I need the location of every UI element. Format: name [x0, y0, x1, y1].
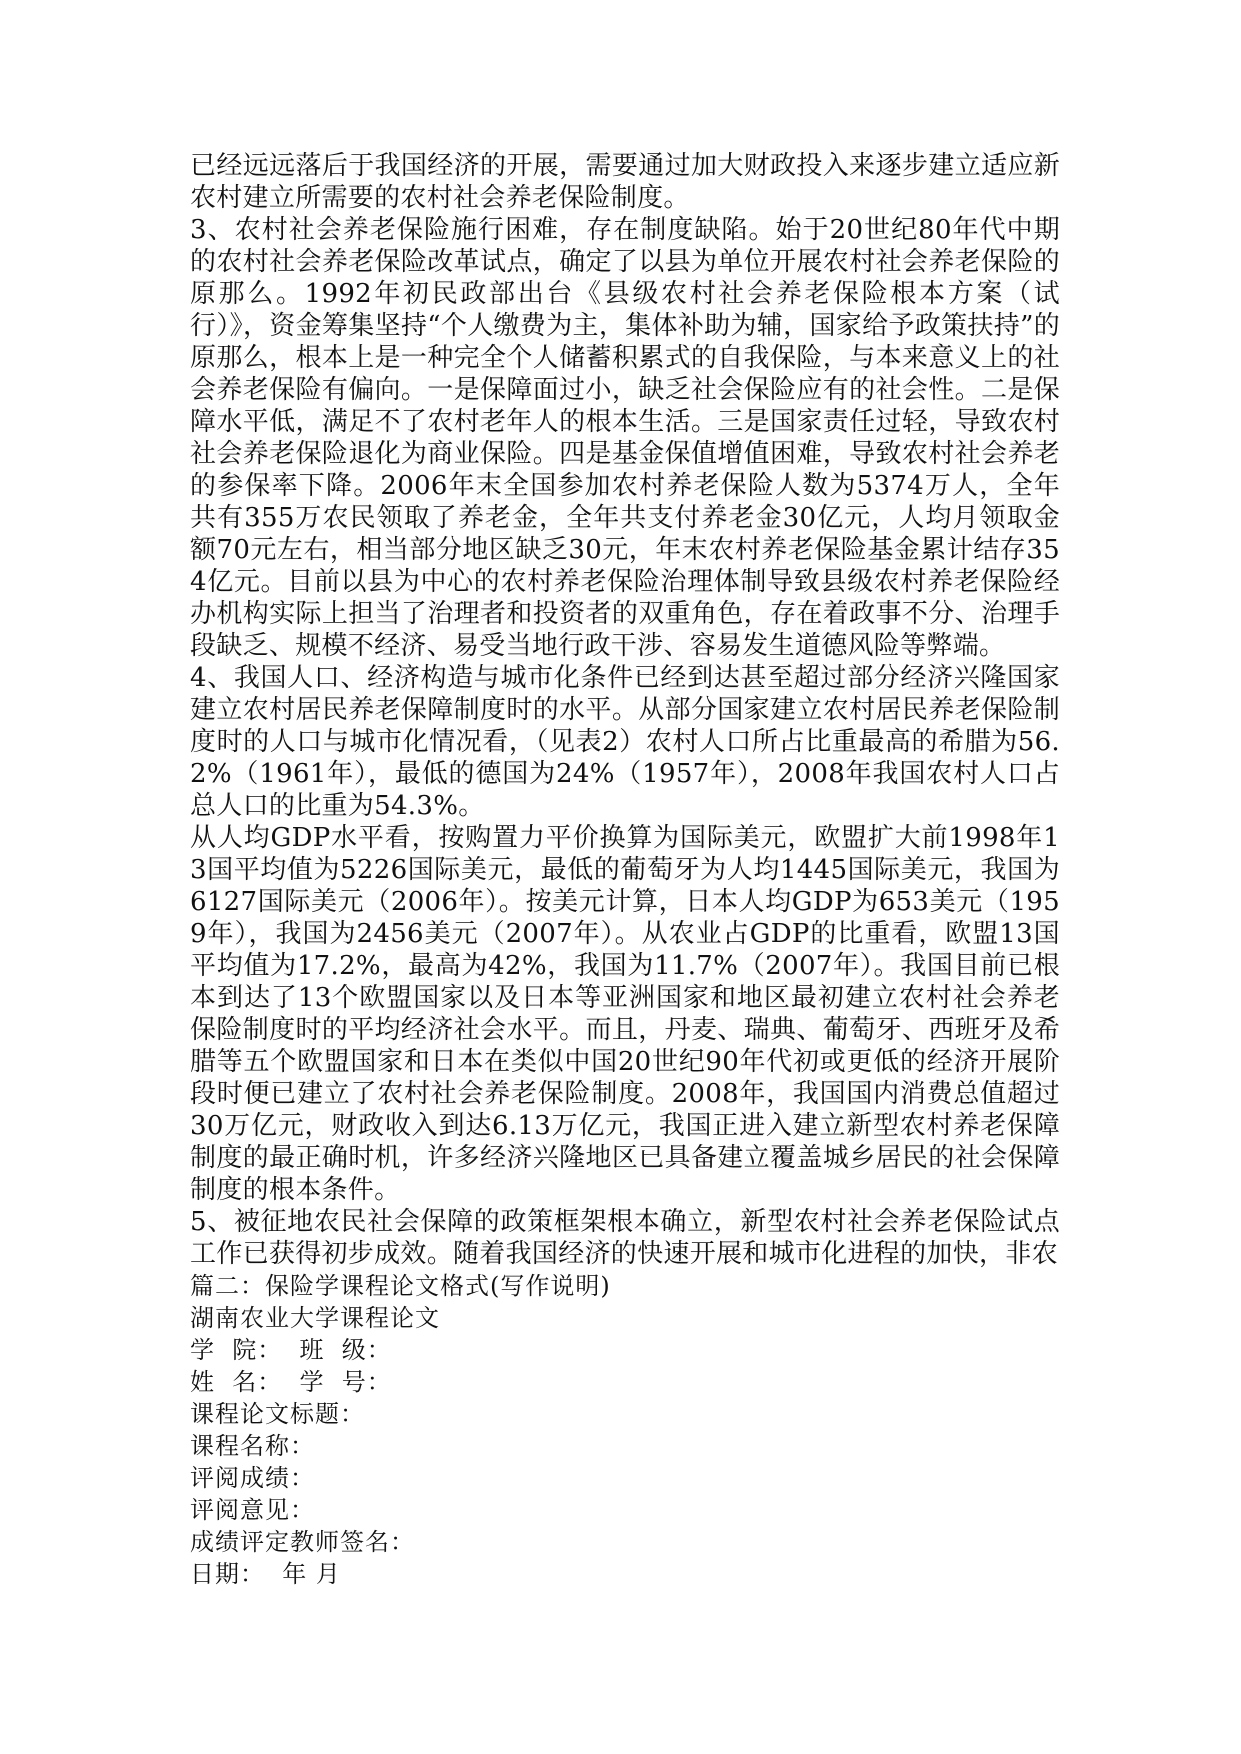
section-title: 篇二：保险学课程论文格式(写作说明)	[190, 1272, 611, 1300]
course-name-line: 课程名称：	[190, 1432, 315, 1460]
document-body	[190, 150, 1060, 1590]
score-line: 评阅成绩：	[190, 1464, 315, 1492]
paragraph-point-3: 3、农村社会养老保险施行困难，存在制度缺陷。始于20世纪80年代中期的农村社会养老保险改革试点，确定了以县为单位开展农村社会养老保险的原那么。1992年初民政部出台《县级农村社会养老保险根本方案（试行）》，资金筹集坚持“个人缴费为主，集体补助为辅，国家给予政策扶持”的原那么，根本上是一种完全个人储蓄积累式的自我保险，与本来意义上的社会养老保险有偏向。一是保障面过小，缺乏社会保险应有的社会性。二是保障水平低，满足不了农村老年人的根本生活。三是国家责任过轻，导致农村社会养老保险退化为商业保险。四是基金保值增值困难，导致农村社会养老的参保率下降。2006年末全国参加农村养老保险人数为5374万人，全年共有355万农民领取了养老金，全年共支付养老金30亿元，人均月领取金额70元左右，相当部分地区缺乏30元，年末农村养老保险基金累计结存354亿元。目前以县为中心的农村养老保险治理体制导致县级农村养老保险经办机构实际上担当了治理者和投资者的双重角色，存在着政事不分、治理手段缺乏、规模不经济、易受当地行政干涉、容易发生道德风险等弊端。	[190, 215, 1060, 661]
teacher-sign-line: 成绩评定教师签名：	[190, 1528, 415, 1556]
college-class-line: 学 院： 班 级：	[190, 1336, 392, 1364]
comments-line: 评阅意见：	[190, 1496, 315, 1524]
thesis-title-line: 课程论文标题：	[190, 1400, 365, 1428]
paragraph-intro: 已经远远落后于我国经济的开展，需要通过加大财政投入来逐步建立适应新农村建立所需要的农村社会养老保险制度。	[190, 151, 1060, 213]
name-id-line: 姓 名： 学 号：	[190, 1368, 392, 1396]
date-line: 日期： 年 月	[190, 1560, 341, 1588]
university-title: 湖南农业大学课程论文	[190, 1304, 440, 1332]
thesis-cover-form	[190, 1270, 1060, 1590]
paragraph-point-4: 4、我国人口、经济构造与城市化条件已经到达甚至超过部分经济兴隆国家建立农村居民养老保障制度时的水平。从部分国家建立农村居民养老保险制度时的人口与城市化情况看，（见表2）农村人口所占比重最高的希腊为56.2%（1961年），最低的德国为24%（1957年），2008年我国农村人口占总人口的比重为54.3%。	[190, 663, 1060, 821]
paragraph-point-5: 5、被征地农民社会保障的政策框架根本确立，新型农村社会养老保险试点工作已获得初步成效。随着我国经济的快速开展和城市化进程的加快，非农	[190, 1207, 1060, 1269]
paragraph-gdp: 从人均GDP水平看，按购置力平价换算为国际美元，欧盟扩大前1998年13国平均值为5226国际美元，最低的葡萄牙为人均1445国际美元，我国为6127国际美元（2006年）。按美元计算，日本人均GDP为653美元（1959年），我国为2456美元（2007年）。从农业占GDP的比重看，欧盟13国平均值为17.2%，最高为42%，我国为11.7%（2007年）。我国目前已根本到达了13个欧盟国家以及日本等亚洲国家和地区最初建立农村社会养老保险制度时的平均经济社会水平。而且，丹麦、瑞典、葡萄牙、西班牙及希腊等五个欧盟国家和日本在类似中国20世纪90年代初或更低的经济开展阶段时便已建立了农村社会养老保险制度。2008年，我国国内消费总值超过30万亿元，财政收入到达6.13万亿元，我国正进入建立新型农村养老保障制度的最正确时机，许多经济兴隆地区已具备建立覆盖城乡居民的社会保障制度的根本条件。	[190, 823, 1060, 1205]
